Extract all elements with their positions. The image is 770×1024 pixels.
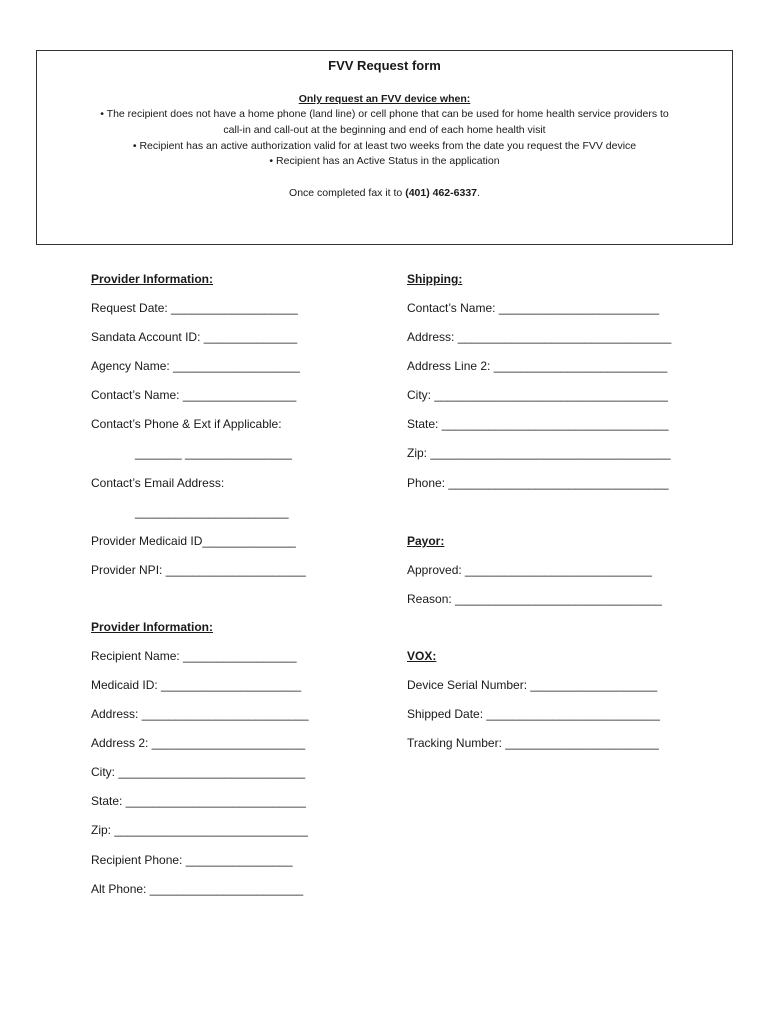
contact-phone-label: Contact’s Phone & Ext if Applicable: [91, 417, 282, 431]
request-date-field[interactable]: Request Date: ___________________ [91, 301, 298, 315]
tracking-number-field[interactable]: Tracking Number: _______________________ [407, 736, 659, 750]
shipping-city-field[interactable]: City: ___________________________________ [407, 388, 668, 402]
fax-number: (401) 462-6337 [405, 187, 478, 199]
payor-reason-field[interactable]: Reason: _______________________________ [407, 592, 662, 606]
recipient-state-field[interactable]: State: ___________________________ [91, 794, 306, 808]
recipient-address2-field[interactable]: Address 2: _______________________ [91, 736, 306, 750]
provider-npi-field[interactable]: Provider NPI: _____________________ [91, 563, 306, 577]
recipient-medicaid-id-field[interactable]: Medicaid ID: _____________________ [91, 678, 302, 692]
shipping-contact-name-field[interactable]: Contact’s Name: ________________________ [407, 301, 659, 315]
shipping-address-field[interactable]: Address: ________________________________ [407, 330, 672, 344]
shipping-address2-field[interactable]: Address Line 2: __________________________ [407, 359, 668, 373]
device-serial-field[interactable]: Device Serial Number: ___________________ [407, 678, 658, 692]
contact-phone-field[interactable]: _______ ________________ [135, 446, 292, 460]
recipient-alt-phone-field[interactable]: Alt Phone: _______________________ [91, 882, 304, 896]
payor-heading: Payor: [407, 534, 445, 548]
recipient-info-heading: Provider Information: [91, 620, 214, 634]
contact-name-field[interactable]: Contact’s Name: _________________ [91, 388, 297, 402]
sandata-account-id-field[interactable]: Sandata Account ID: ______________ [91, 330, 298, 344]
recipient-zip-field[interactable]: Zip: _____________________________ [91, 823, 308, 837]
provider-info-heading: Provider Information: [91, 272, 214, 286]
instructions-box [36, 50, 733, 245]
recipient-name-field[interactable]: Recipient Name: _________________ [91, 649, 297, 663]
form-title: FVV Request form [328, 58, 441, 73]
shipping-phone-field[interactable]: Phone: _________________________________ [407, 476, 669, 490]
shipped-date-field[interactable]: Shipped Date: __________________________ [407, 707, 660, 721]
recipient-address-field[interactable]: Address: _________________________ [91, 707, 309, 721]
condition-line-2: call-in and call-out at the beginning and end of each home health visit [223, 124, 546, 136]
condition-line-4: • Recipient has an Active Status in the application [269, 155, 500, 167]
condition-line-3: • Recipient has an active authorization valid for at least two weeks from the date you request the FVV device [132, 140, 637, 152]
payor-approved-field[interactable]: Approved: ____________________________ [407, 563, 652, 577]
vox-heading: VOX: [407, 649, 437, 663]
shipping-zip-field[interactable]: Zip: ____________________________________ [407, 446, 671, 460]
provider-medicaid-id-field[interactable]: Provider Medicaid ID______________ [91, 534, 296, 548]
recipient-city-field[interactable]: City: ____________________________ [91, 765, 306, 779]
conditions-heading: Only request an FVV device when: [298, 93, 471, 105]
condition-line-1: • The recipient does not have a home phone (land line) or cell phone that can be used for home health service providers to [100, 108, 669, 120]
shipping-state-field[interactable]: State: __________________________________ [407, 417, 669, 431]
contact-email-field[interactable]: _______________________ [135, 505, 289, 519]
fax-instruction: Once completed fax it to (401) 462-6337. [289, 187, 480, 199]
recipient-phone-field[interactable]: Recipient Phone: ________________ [91, 853, 293, 867]
shipping-heading: Shipping: [407, 272, 463, 286]
agency-name-field[interactable]: Agency Name: ___________________ [91, 359, 300, 373]
contact-email-label: Contact’s Email Address: [91, 476, 225, 490]
